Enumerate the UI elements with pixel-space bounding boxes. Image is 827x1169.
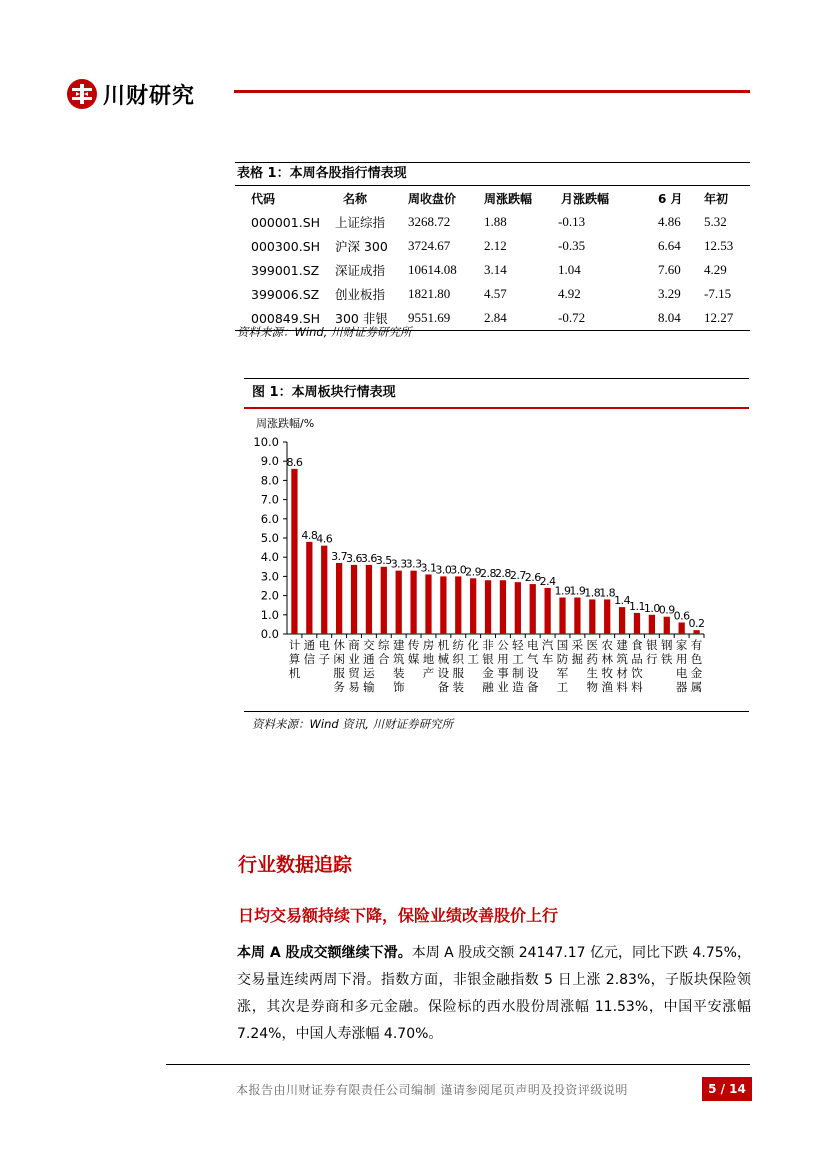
x-tick-label: 林 [601,652,613,666]
x-tick-label: 用 [497,652,509,666]
brand-logo-icon [66,78,98,110]
x-tick-label: 媒 [407,652,420,666]
brand-name: 川财研究 [103,83,196,109]
x-tick-label: 生 [586,666,599,680]
x-tick-label: 电 [675,666,688,680]
y-tick-label: 5.0 [260,531,279,545]
table-cell: 3268.72 [408,214,451,229]
bar-value-label: 2.4 [539,574,556,588]
table-row [235,234,750,258]
bar-value-label: 0.2 [688,617,705,631]
x-tick-label: 装 [452,680,465,694]
bar-value-label: 4.6 [316,532,333,546]
table-cell: -7.15 [704,286,732,301]
x-tick-label: 电 [318,638,330,652]
x-tick-label: 织 [452,652,465,666]
x-tick-label: 车 [541,652,554,666]
figure-source: 资料来源：Wind 资讯, 川财证券研究所 [252,717,454,731]
bar-value-label: 2.7 [509,569,526,583]
bar-value-label: 1.9 [554,584,571,598]
table-cell: 3724.67 [408,238,451,253]
bar-value-label: 2.8 [494,567,511,581]
bar-value-label: 3.7 [331,549,348,563]
bar-value-label: 3.1 [420,561,437,575]
col-header: 名称 [343,191,368,206]
x-tick-label: 务 [333,680,345,694]
section-subheading: 日均交易额持续下降，保险业绩改善股价上行 [238,906,559,925]
table-cell: 1821.80 [408,286,451,301]
bar [693,630,699,634]
bar [589,599,595,634]
index-table [235,186,750,331]
x-tick-label: 服 [333,666,345,680]
x-tick-label: 建 [392,638,405,652]
x-tick-label: 食 [631,638,643,652]
x-tick-label: 合 [378,652,390,666]
x-tick-label: 机 [288,666,301,680]
x-tick-label: 公 [497,638,509,652]
table-cell: 2.12 [484,238,507,253]
x-tick-label: 渔 [601,680,613,694]
bar-value-label: 8.6 [286,455,303,469]
bar [440,576,446,634]
bar [470,578,476,634]
table-cell: 4.29 [704,262,727,277]
sector-bar-chart [244,409,749,709]
bar [291,469,297,634]
bar-value-label: 1.1 [628,599,645,613]
col-header: 周收盘价 [408,191,457,206]
bar [500,580,506,634]
footer-disclaimer: 本报告由川财证券有限责任公司编制 谨请参阅尾页声明及投资评级说明 [236,1083,628,1097]
x-tick-label: 信 [303,652,316,666]
x-tick-label: 材 [616,666,628,680]
figure-title: 图 1：本周板块行情表现 [244,379,749,409]
table-cell: 399001.SZ [251,262,320,278]
table-cell: 创业板指 [335,287,386,302]
x-tick-label: 银 [646,638,658,652]
x-tick-label: 铁 [661,652,673,666]
table-cell: 深证成指 [335,263,386,278]
bar [455,576,461,634]
x-tick-label: 业 [497,680,509,694]
x-tick-label: 饮 [631,666,643,680]
x-tick-label: 输 [363,680,375,694]
table-cell: 000849.SH [235,306,323,331]
x-tick-label: 饰 [392,680,405,694]
y-tick-label: 4.0 [260,550,279,565]
table-cell: -0.72 [557,306,657,331]
table-cell: 3.29 [658,286,681,301]
bar [425,574,431,634]
paragraph-body: 本周 A 股成交额 24147.17 亿元，同比下跌 4.75%，交易量连续两周下滑。指数方面，非银金融指数 5 日上涨 2.83%，子版块保险领涨，其次是券商和多元金融。保险标的西水股份周涨幅 11.53%，中国平安涨幅 7.24%，中国人寿涨幅 4.70%。 [237,945,751,1042]
table-row [235,282,750,306]
x-tick-label: 子 [318,652,330,666]
y-tick-label: 7.0 [260,492,279,507]
x-tick-label: 备 [526,680,539,694]
x-tick-label: 运 [363,666,375,680]
table-cell: 沪深 300 [335,239,388,254]
bar [559,598,565,634]
x-tick-label: 综 [378,638,390,652]
table-cell: 1.88 [484,214,507,229]
x-tick-label: 非 [482,638,494,652]
table-cell: 000001.SH [251,214,321,230]
bar [574,598,580,634]
x-tick-label: 装 [392,666,405,680]
table-cell: 3.14 [484,262,507,277]
y-axis-label: 周涨跌幅/% [256,417,315,430]
x-tick-label: 国 [556,638,569,652]
index-table-section [235,162,750,331]
bar [649,615,655,634]
x-tick-label: 设 [526,666,539,680]
x-tick-label: 钢 [661,638,673,652]
x-tick-label: 贸 [348,666,360,680]
x-tick-label: 械 [437,652,450,666]
bar-value-label: 3.6 [346,551,363,565]
bar-value-label: 1.9 [569,584,586,598]
x-tick-label: 机 [437,638,450,652]
bar-value-label: 3.5 [375,553,392,567]
x-tick-label: 造 [512,680,524,694]
bar [485,580,491,634]
x-tick-label: 物 [586,680,599,694]
bar [530,584,536,634]
bar-value-label: 2.6 [524,571,541,585]
x-tick-label: 纺 [452,638,465,652]
table-cell: 4.86 [658,214,681,229]
x-tick-label: 牧 [601,666,613,680]
x-tick-label: 制 [512,666,524,680]
col-header: 月涨跌幅 [561,191,610,206]
x-tick-label: 用 [675,652,688,666]
bar-value-label: 2.8 [480,567,497,581]
y-tick-label: 1.0 [260,607,279,622]
bar [604,599,610,634]
bar [366,565,372,634]
table-cell: -0.35 [558,238,586,253]
bar [410,571,416,634]
bar-value-label: 3.0 [435,563,452,577]
y-tick-label: 10.0 [253,435,279,449]
table-cell: 4.57 [484,286,507,301]
header-rule [234,90,750,93]
table-cell: 8.04 [657,306,703,331]
bar-value-label: 1.8 [584,586,601,600]
bar-value-label: 0.6 [673,609,690,623]
x-tick-label: 采 [571,638,584,652]
bar [336,563,342,634]
x-tick-label: 产 [422,666,435,680]
x-tick-label: 化 [467,638,479,652]
x-tick-label: 医 [586,638,599,652]
col-header: 代码 [251,191,276,206]
x-tick-label: 料 [631,680,643,694]
x-tick-label: 料 [616,680,628,694]
x-tick-label: 易 [348,680,360,694]
col-header: 年初 [704,191,729,206]
bar-value-label: 4.8 [301,528,318,542]
x-tick-label: 金 [482,666,494,680]
bar [321,546,327,634]
x-tick-label: 行 [646,652,658,666]
y-tick-label: 9.0 [260,454,279,469]
x-tick-label: 工 [512,652,524,666]
bar-value-label: 1.4 [614,594,631,608]
x-tick-label: 银 [482,652,494,666]
table-cell: -0.13 [558,214,586,229]
x-tick-label: 计 [288,638,301,652]
x-tick-label: 农 [601,638,613,652]
x-tick-label: 品 [631,652,643,666]
x-tick-label: 筑 [392,652,405,666]
table-cell: 9551.69 [407,306,483,331]
x-tick-label: 气 [526,652,539,666]
bar [351,565,357,634]
table-header-row [235,186,750,210]
x-tick-label: 工 [467,652,479,666]
x-tick-label: 军 [556,666,569,680]
bar [306,542,312,634]
bar-value-label: 2.9 [465,565,482,579]
table-cell: 4.92 [558,286,581,301]
x-tick-label: 轻 [512,638,524,652]
x-tick-label: 色 [690,652,703,666]
x-tick-label: 业 [348,652,360,666]
table-cell: 上证综指 [335,215,386,230]
bar-value-label: 0.9 [658,603,675,617]
bar-value-label: 3.0 [450,563,467,577]
x-tick-label: 器 [675,680,688,694]
bar-value-label: 1.8 [599,586,616,600]
x-tick-label: 通 [363,652,375,666]
bar [679,622,685,634]
y-tick-label: 3.0 [260,569,279,584]
bar-value-label: 3.3 [390,557,407,571]
x-tick-label: 药 [586,652,599,666]
table-cell: 12.27 [703,306,750,331]
x-tick-label: 传 [407,638,420,652]
paragraph-lead: 本周 A 股成交额继续下滑。 [237,945,412,961]
x-tick-label: 建 [616,638,628,652]
table-row [235,258,750,282]
bar [515,582,521,634]
table-cell: 7.60 [658,262,681,277]
x-tick-label: 事 [497,666,509,680]
table-title: 表格 1：本周各股指行情表现 [235,162,750,186]
table-cell: 2.84 [483,306,557,331]
x-tick-label: 筑 [616,652,628,666]
table-cell: 10614.08 [408,262,457,277]
x-tick-label: 房 [422,638,435,652]
x-tick-label: 算 [288,652,301,666]
x-tick-label: 属 [690,680,703,694]
footer-rule [166,1064,750,1065]
table-cell: 1.04 [558,262,581,277]
table-source: 资料来源：Wind, 川财证券研究所 [237,325,412,339]
bar [544,588,550,634]
y-tick-label: 0.0 [260,627,279,641]
x-tick-label: 工 [556,680,569,694]
body-paragraph [237,940,751,1048]
x-tick-label: 交 [363,638,375,652]
bar [396,571,402,634]
table-cell: 5.32 [704,214,727,229]
x-tick-label: 备 [437,680,450,694]
x-tick-label: 设 [437,666,450,680]
y-tick-label: 6.0 [260,511,279,526]
x-tick-label: 商 [348,638,360,652]
bar [619,607,625,634]
page-number-badge: 5 / 14 [702,1077,752,1101]
x-tick-label: 防 [556,652,569,666]
y-tick-label: 2.0 [260,588,279,603]
bar [664,617,670,634]
col-header: 6 月 [658,191,683,206]
col-header: 周涨跌幅 [484,191,533,206]
sector-chart-figure [244,378,749,712]
x-tick-label: 掘 [571,652,584,666]
x-tick-label: 服 [452,666,465,680]
table-cell: 6.64 [658,238,681,253]
table-cell: 399006.SZ [251,286,320,302]
bar-value-label: 1.0 [643,601,660,615]
x-tick-label: 家 [675,638,688,652]
x-tick-label: 电 [526,638,539,652]
table-row [235,210,750,234]
x-tick-label: 休 [333,638,345,652]
x-tick-label: 汽 [541,638,554,652]
table-cell: 12.53 [704,238,734,253]
table-cell: 300 非银 [323,306,407,331]
section-heading: 行业数据追踪 [238,854,353,876]
bar [634,613,640,634]
x-tick-label: 有 [690,638,703,652]
x-tick-label: 金 [690,666,703,680]
brand-logo [66,78,195,110]
x-tick-label: 闲 [333,652,345,666]
x-tick-label: 通 [303,638,316,652]
bar [381,567,387,634]
x-tick-label: 融 [482,680,494,694]
table-cell: 000300.SH [251,238,321,254]
bar-value-label: 3.3 [405,557,422,571]
bar-value-label: 3.6 [360,551,377,565]
x-tick-label: 地 [422,652,435,666]
y-tick-label: 8.0 [260,473,279,488]
